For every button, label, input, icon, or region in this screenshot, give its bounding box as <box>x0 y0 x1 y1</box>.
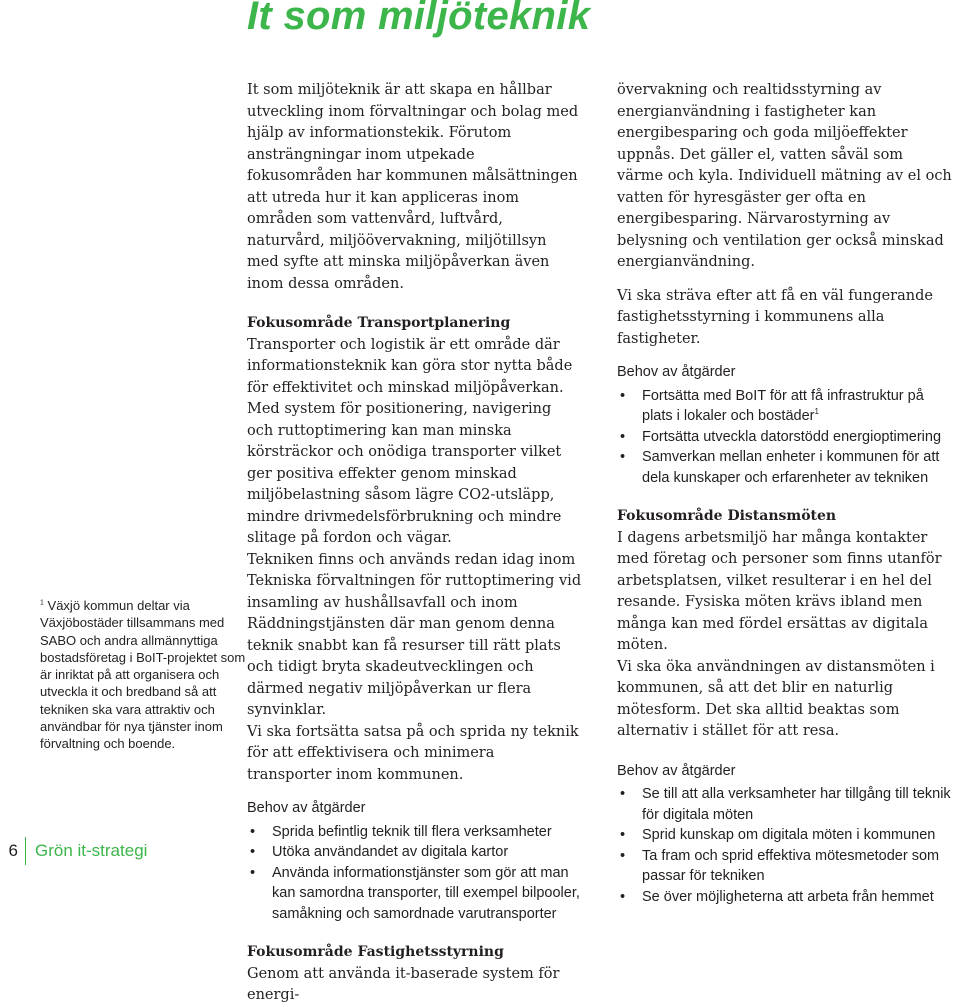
fastighet-paragraph-2: Vi ska sträva efter att få en väl fungerande fastighetsstyrning i kommunens alla fastigheter. <box>617 287 933 347</box>
fastighet-continued-paragraph: övervakning och realtidsstyrning av energianvändning i fastigheter kan energibesparing och goda miljöeffekter uppnås. Det gäller el, vatten såväl som värme och kyla. Individuell mätning av el och vatten för hyresgäster ger ofta en energibesparing. Närvarostyrning av belysning och ventilation ger också minskad energianvändning. <box>617 82 952 270</box>
list-item: • Använda informationstjänster som gör att man kan samordna transporter, till exempel bilpooler, samåkning och samordnade varutransporter <box>247 863 582 925</box>
intro-paragraph: It som miljöteknik är att skapa en hållbar utveckling inom förvaltningar och bolag med hjälp av informationstekik. Förutom ansträngningar inom utpekade fokusområden har kommunen målsättningen att utreda hur it kan appliceras inom områden som vattenvård, luftvård, naturvård, miljöövervakning, miljötillsyn med syfte att minska miljöpåverkan även inom dessa områden. <box>247 82 579 292</box>
footnote-marker: 1 <box>40 599 44 607</box>
fastighet-actions-list <box>617 386 952 489</box>
transport-paragraph-3: Vi ska fortsätta satsa på och sprida ny teknik för att effektivisera och minimera transporter inom kommunen. <box>247 723 579 783</box>
transport-actions-label: Behov av åtgärder <box>247 800 366 816</box>
list-item <box>617 386 952 427</box>
fastighet-actions-label: Behov av åtgärder <box>617 364 736 380</box>
fastighet-heading: Fokusområde Fastighetsstyrning <box>247 944 504 960</box>
footnote <box>40 597 252 753</box>
document-name: Grön it-strategi <box>35 841 148 860</box>
list-item: • Fortsätta utveckla datorstödd energioptimering <box>617 427 952 448</box>
distans-actions-label: Behov av åtgärder <box>617 762 736 779</box>
transport-paragraph-2: Tekniken finns och används redan idag inom Tekniska förvaltningen för ruttoptimering vid insamling av hushållsavfall och inom Räddningstjänsten där man genom denna teknik snabbt kan få resurser till rätt plats och tidigt bryta skadeutvecklingen och därmed negativ miljöpåverkan ur flera synvinklar. <box>247 551 582 718</box>
column-left <box>247 80 582 1007</box>
distans-paragraph-1: I dagens arbetsmiljö har många kontakter med företag och personer som finns utanför arbetsplatsen, vilket resulterar i en hel del resande. Fysiska möten krävs ibland men många kan med fördel ersättas av digitala möten. <box>617 529 942 653</box>
list-item: • Samverkan mellan enheter i kommunen för att dela kunskaper och erfarenheter av tekniken <box>617 447 952 488</box>
list-item: • Ta fram och sprid effektiva mötesmetoder som passar för tekniken <box>617 846 952 887</box>
list-item: • Se över möjligheterna att arbeta från hemmet <box>617 887 952 908</box>
distans-paragraph-2: Vi ska öka användningen av distansmöten i kommunen, så att det blir en naturlig mötesform. Det ska alltid beaktas som alternativ i stället för att resa. <box>617 658 935 739</box>
list-item: • Se till att alla verksamheter har tillgång till teknik för digitala möten <box>617 784 952 825</box>
footnote-reference: 1 <box>814 407 819 417</box>
column-right <box>617 80 952 907</box>
distans-actions-list <box>617 784 952 907</box>
transport-paragraph-1: Transporter och logistik är ett område där informationsteknik kan göra stor nytta både för effektivitet och minskad miljöpåverkan. Med system för positionering, navigering och ruttoptimering kan man minska körsträckor och onödiga transporter vilket ger positiva effekter genom minskad miljöbelastning såsom lägre CO2-utsläpp, mindre drivmedelsförbrukning och mindre slitage på fordon och vägar. <box>247 336 573 546</box>
list-item-text: Fortsätta med BoIT för att få infrastruktur på plats i lokaler och bostäder <box>642 387 924 424</box>
transport-actions-list <box>247 822 582 925</box>
footnote-text: Växjö kommun deltar via Växjöbostäder tillsammans med SABO och andra allmännyttiga bostadsföretag i BoIT-projektet som är inriktat på att organisera och utveckla it och bredband så att tekniken ska vara attraktiv och användbar för nya tjänster inom förvaltning och boende. <box>40 598 246 752</box>
page-title: It som miljöteknik <box>247 0 591 38</box>
page-number: 6 <box>8 841 18 860</box>
fastighet-paragraph-1: Genom att använda it-baserade system för energi- <box>247 965 560 1003</box>
list-item: • Sprid kunskap om digitala möten i kommunen <box>617 825 952 846</box>
distans-heading: Fokusområde Distansmöten <box>617 508 837 524</box>
list-item: • Utöka användandet av digitala kartor <box>247 842 582 863</box>
list-item: • Sprida befintlig teknik till flera verksamheter <box>247 822 582 843</box>
page-footer <box>0 838 147 864</box>
transport-heading: Fokusområde Transportplanering <box>247 315 511 331</box>
footer-divider <box>25 837 26 865</box>
